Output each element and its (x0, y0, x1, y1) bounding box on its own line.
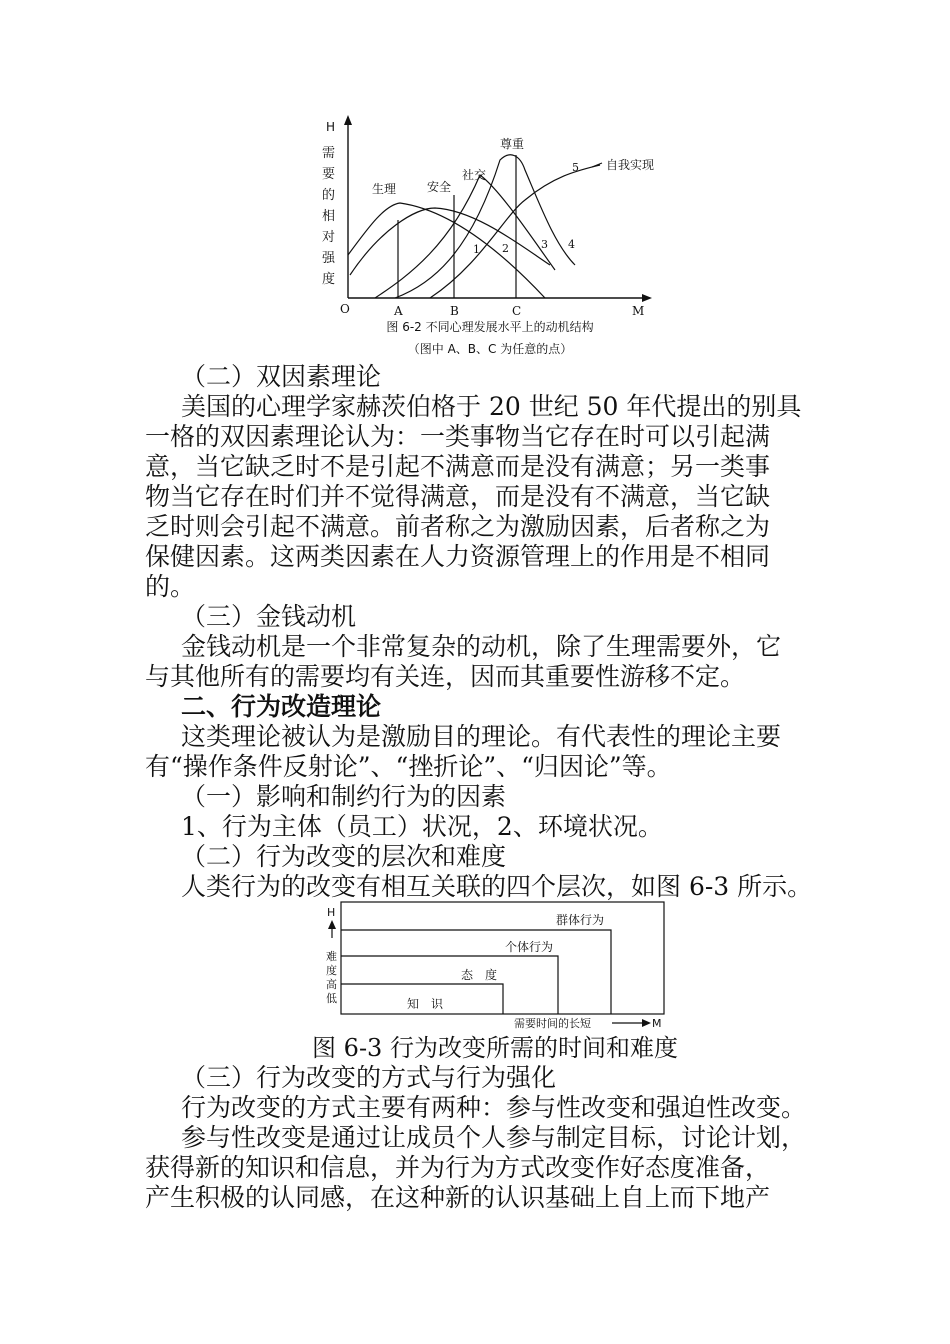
section-heading: （一）影响和制约行为的因素 (181, 782, 507, 811)
point-c-label: C (512, 304, 522, 318)
y-axis-letter: H (327, 906, 336, 919)
figure-6-3-caption: 图 6-3 行为改变所需的时间和难度 (312, 1034, 678, 1062)
y-axis-letter: H (326, 120, 336, 134)
pointer-self-actualization (592, 163, 602, 167)
paragraph-line: 获得新的知识和信息，并为行为方式改变作好态度准备， (145, 1153, 771, 1182)
paragraph-line: 意，当它缺乏时不是引起不满意而是没有满意；另一类事 (145, 452, 771, 481)
paragraph-line: 人类行为的改变有相互关联的四个层次，如图 6-3 所示。 (181, 872, 813, 901)
y-axis-char: 需 (322, 146, 336, 161)
y-axis-char: 的 (322, 188, 336, 203)
paragraph-line: 行为改变的方式主要有两种：参与性改变和强迫性改变。 (181, 1093, 807, 1122)
y-axis-arrow-icon (328, 920, 336, 929)
curve-number: 2 (502, 242, 509, 255)
y-axis-char: 要 (322, 167, 336, 182)
figure-6-3 (315, 898, 675, 1034)
x-axis-arrow-icon (642, 1019, 651, 1027)
label-esteem: 尊重 (500, 137, 525, 151)
y-axis-char: 对 (322, 230, 336, 245)
label-safety: 安全 (427, 180, 452, 194)
paragraph-line: 1、行为主体（员工）状况，2、环境状况。 (181, 812, 663, 841)
y-axis-char: 强 (322, 251, 336, 266)
curve-social (375, 175, 555, 298)
section-heading: （二）双因素理论 (181, 362, 382, 391)
y-axis-char: 低 (326, 992, 337, 1005)
paragraph-line: 金钱动机是一个非常复杂的动机，除了生理需要外，它 (181, 632, 782, 661)
point-a-label: A (394, 304, 403, 318)
figure-6-2 (300, 105, 680, 330)
y-axis-char: 度 (322, 272, 336, 287)
curve-number: 1 (473, 243, 480, 256)
label-group-behavior: 群体行为 (556, 913, 605, 927)
curve-safety (350, 208, 550, 275)
paragraph-line: 乏时则会引起不满意。前者称之为激励因素，后者称之为 (145, 512, 771, 541)
y-axis-char: 难 (326, 950, 337, 963)
label-individual-behavior: 个体行为 (505, 940, 554, 954)
section-heading: （三）行为改变的方式与行为强化 (181, 1063, 557, 1092)
y-axis-arrow-icon (344, 115, 352, 125)
y-axis-char: 度 (326, 964, 337, 977)
level-individual-behavior (341, 956, 558, 1014)
curve-number: 4 (568, 238, 575, 251)
paragraph-line: 产生积极的认同感，在这种新的认识基础上自上而下地产 (145, 1183, 771, 1212)
label-physiological: 生理 (372, 182, 397, 196)
x-axis-label: 需要时间的长短 (514, 1017, 591, 1030)
label-social: 社交 (462, 168, 487, 182)
point-b-label: B (450, 304, 459, 318)
paragraph-line: 有“操作条件反射论”、“挫折论”、“归因论”等。 (145, 752, 672, 781)
x-axis-letter: M (632, 304, 645, 318)
x-axis-arrow-icon (642, 294, 652, 302)
label-knowledge: 知 识 (407, 997, 444, 1011)
section-heading: （二）行为改变的层次和难度 (181, 842, 507, 871)
y-axis-char: 相 (322, 209, 336, 224)
curve-number: 3 (541, 238, 548, 251)
curve-number: 5 (572, 161, 579, 174)
paragraph-line: 与其他所有的需要均有关连，因而其重要性游移不定。 (145, 662, 746, 691)
y-axis-char: 高 (326, 978, 337, 991)
label-self-actualization: 自我实现 (606, 158, 655, 172)
paragraph-line: 物当它存在时们并不觉得满意，而是没有不满意，当它缺 (145, 482, 771, 511)
section-heading: （三）金钱动机 (181, 602, 357, 631)
figure-6-2-note: （图中 A、B、C 为任意的点） (407, 342, 573, 356)
chapter-heading: 二、行为改造理论 (181, 692, 382, 721)
paragraph-line: 参与性改变是通过让成员个人参与制定目标，讨论计划， (181, 1123, 807, 1152)
paragraph-line: 这类理论被认为是激励目的理论。有代表性的理论主要 (181, 722, 782, 751)
figure-6-2-caption: 图 6-2 不同心理发展水平上的动机结构 (386, 320, 594, 334)
paragraph-line: 一格的双因素理论认为：一类事物当它存在时可以引起满 (145, 422, 771, 451)
paragraph-line: 美国的心理学家赫茨伯格于 20 世纪 50 年代提出的别具 (181, 392, 802, 421)
paragraph-line: 保健因素。这两类因素在人力资源管理上的作用是不相同 (145, 542, 771, 571)
label-attitude: 态 度 (461, 968, 498, 982)
origin-label: O (340, 302, 350, 316)
curve-self-actualization (430, 165, 600, 298)
x-axis-letter: M (652, 1017, 662, 1030)
paragraph-line: 的。 (145, 572, 196, 601)
